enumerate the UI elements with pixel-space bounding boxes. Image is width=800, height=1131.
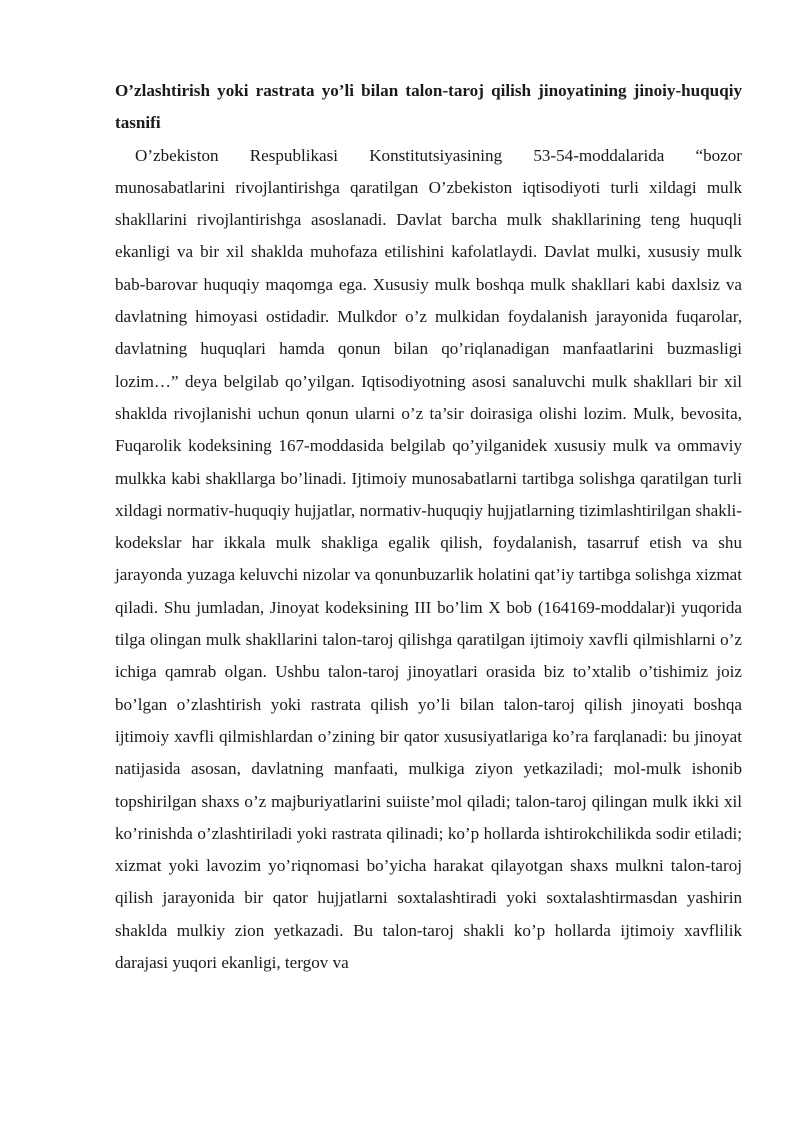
document-page: [115, 75, 742, 979]
document-title: O’zlashtirish yoki rastrata yo’li bilan talon-taroj qilish jinoyatining jinoiy-huquqiy tasnifi: [115, 81, 742, 133]
body-paragraph: O’zbekiston Respublikasi Konstitutsiyasining 53-54-moddalarida “bozor munosabatlarini rivojlantirishga qaratilgan O’zbekiston iqtisodiyoti turli xildagi mulk shakllarini rivojlantirishga asoslanadi. Davlat barcha mulk shakllarining teng huquqli ekanligi va bir xil shaklda muhofaza etilishini kafolatlaydi. Davlat mulki, xususiy mulk bab-barovar huquqiy maqomga ega. Xususiy mulk boshqa mulk shakllari kabi daxlsiz va davlatning himoyasi ostidadir. Mulkdor o’z mulkidan foydalanish jarayonida fuqarolar, davlatning huquqlari hamda qonun bilan qo’riqlanadigan manfaatlarini buzmasligi lozim…” deya belgilab qo’yilgan. Iqtisodiyotning asosi sanaluvchi mulk shakllari bir xil shaklda rivojlanishi uchun qonun ularni o’z ta’sir doirasiga olishi lozim. Mulk, bevosita, Fuqarolik kodeksining 167-moddasida belgilab qo’yilganidek xususiy mulk va ommaviy mulkka kabi shakllarga bo’linadi. Ijtimoiy munosabatlarni tartibga solishga qaratilgan turli xildagi normativ-huquqiy hujjatlar, normativ-huquqiy hujjatlarning tizimlashtirilgan shakli- kodekslar har ikkala mulk shakliga egalik qilish, foydalanish, tasarruf etish va shu jarayonda yuzaga keluvchi nizolar va qonunbuzarlik holatini qat’iy tartibga solishga xizmat qiladi. Shu jumladan, Jinoyat kodeksining III bo’lim X bob (164169-moddalar)i yuqorida tilga olingan mulk shakllarini talon-taroj qilishga qaratilgan ijtimoiy xavfli qilmishlarni o’z ichiga qamrab olgan. Ushbu talon-taroj jinoyatlari orasida biz to’xtalib o’tishimiz joiz bo’lgan o’zlashtirish yoki rastrata qilish yo’li bilan talon-taroj qilish jinoyati boshqa ijtimoiy xavfli qilmishlardan o’zining bir qator xususiyatlariga ko’ra farqlanadi: bu jinoyat natijasida asosan, davlatning manfaati, mulkiga ziyon yetkaziladi; mol-mulk ishonib topshirilgan shaxs o’z majburiyatlarini suiiste’mol qiladi; talon-taroj qilingan mulk ikki xil ko’rinishda o’zlashtiriladi yoki rastrata qilinadi; ko’p hollarda ishtirokchilikda sodir etiladi; xizmat yoki lavozim yo’riqnomasi bo’yicha harakat qilayotgan shaxs mulkni talon-taroj qilish jarayonida bir qator hujjatlarni soxtalashtiradi yoki soxtalashtirmasdan yashirin shaklda mulkiy zion yetkazadi. Bu talon-taroj shakli ko’p hollarda ijtimoiy xavflilik darajasi yuqori ekanligi, tergov va: [115, 145, 742, 973]
